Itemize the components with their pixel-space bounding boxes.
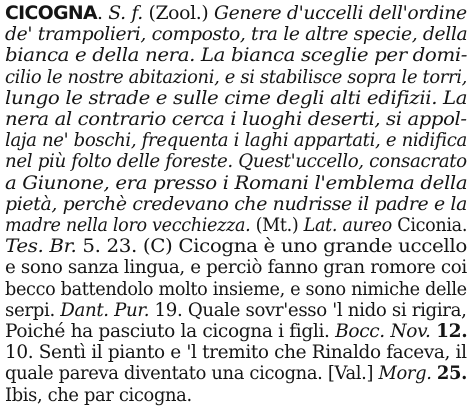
text-run: quale pareva diventato una cicogna. [Val.] [5, 363, 379, 385]
entry-line [5, 109, 467, 131]
italic-text: Lat. aureo [303, 215, 392, 236]
text-run: Poiché ha pasciuto la cicogna i figli. [5, 321, 336, 342]
text-run: Ciconia. [391, 215, 468, 236]
text-run: serpi. [5, 299, 61, 321]
text-run: becco battendolo molto insieme, e sono nimiche delle [5, 278, 467, 300]
entry-line [5, 194, 467, 216]
italic-text: a Giunone, era presso i Romani l'emblema della [5, 172, 468, 194]
entry-line [5, 363, 467, 385]
italic-text: cilio le nostre abitazioni, e si stabilisce sopra le torri, [5, 66, 467, 88]
entry-line [5, 151, 467, 173]
entry-line [5, 67, 467, 89]
text-run: (Zool.) [142, 3, 214, 24]
italic-text: Genere d'uccelli dell'ordine [213, 3, 467, 24]
dictionary-entry [5, 3, 471, 405]
text-run: e sono sanza lingua, e perciò fanno gran romore coi [5, 257, 467, 279]
italic-text: lungo le strade e sulle cime degli alti edifizii. La [5, 87, 468, 109]
italic-text: nel più folto delle foreste. Quest'uccello, consacrato [5, 151, 467, 173]
italic-text: Morg. [378, 363, 432, 385]
entry-line [5, 130, 467, 152]
entry-line [5, 385, 192, 407]
entry-line [5, 321, 467, 343]
italic-text: de' trampolieri, composto, tra le altre specie, della [5, 24, 468, 46]
entry-line [5, 24, 467, 46]
entry-line [5, 3, 467, 25]
italic-text: Dant. Pur. [60, 299, 150, 321]
text-run: 19. Quale sovr'esso 'l nido si rigira, [149, 299, 467, 321]
text-run: Ibis, che par cicogna. [5, 384, 192, 406]
entry-line [5, 45, 467, 67]
italic-text: nera al contrario cerca i luoghi deserti, si appol- [5, 109, 467, 130]
entry-line [5, 342, 467, 364]
text-run: . [96, 3, 109, 24]
italic-text: pietà, perchè credevano che nudrisse il padre e la [5, 193, 467, 215]
text-run: 10. Sentì il pianto e 'l tremito che Rinaldo faceva, il [5, 342, 467, 364]
italic-text: Bocc. Nov. [335, 321, 431, 342]
text-run: 5. 23. (C) Cicogna è uno grande uccello [76, 236, 467, 258]
italic-text: madre nella loro vecchiezza. [5, 215, 251, 236]
bold-number: 12. [436, 321, 468, 342]
entry-line [5, 236, 467, 258]
headword: CICOGNA [5, 3, 97, 24]
italic-text: laja ne' boschi, frequenta i laghi appartati, e nidifica [5, 130, 467, 152]
italic-text: bianca e della nera. La bianca sceglie per domi- [5, 45, 468, 67]
italic-text: Tes. Br. [5, 236, 77, 258]
bold-number: 25. [436, 363, 468, 385]
entry-line [5, 279, 467, 301]
entry-line [5, 215, 467, 237]
italic-text: S. f. [108, 3, 143, 24]
entry-line [5, 300, 467, 322]
entry-line [5, 257, 467, 279]
text-run: (Mt.) [250, 215, 304, 236]
entry-line [5, 173, 467, 195]
entry-line [5, 88, 467, 110]
